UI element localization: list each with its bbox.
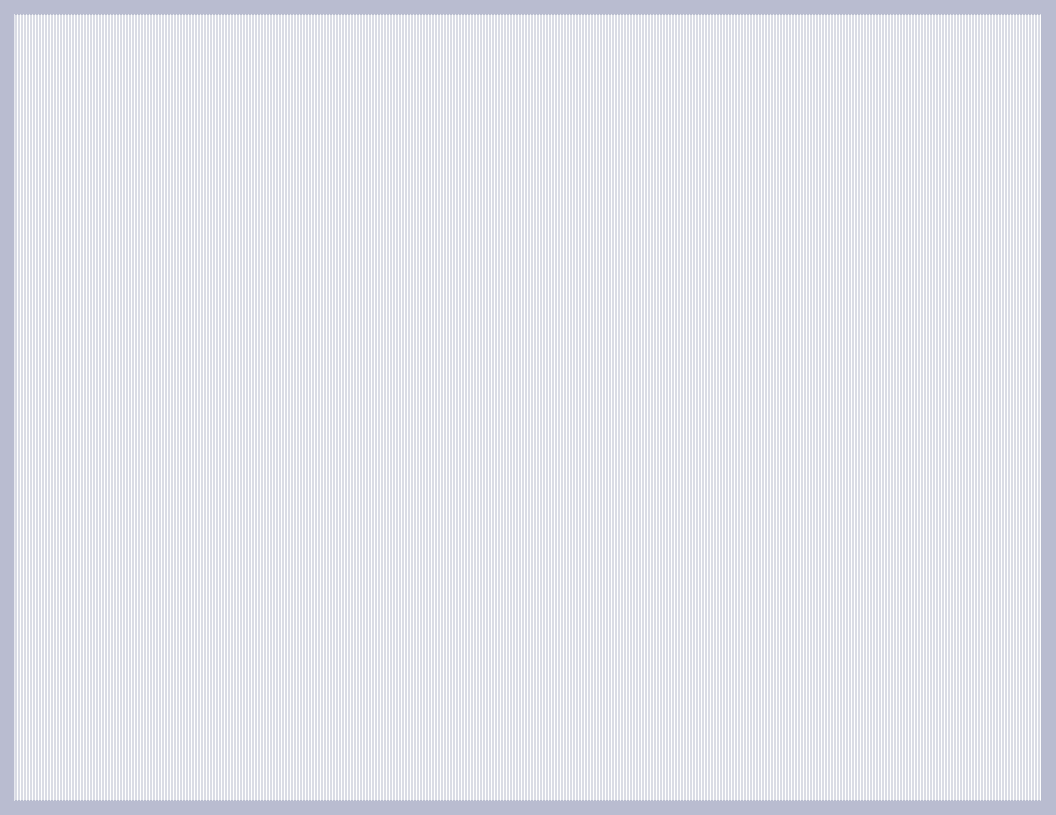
inner-border-line bbox=[14, 14, 1042, 801]
